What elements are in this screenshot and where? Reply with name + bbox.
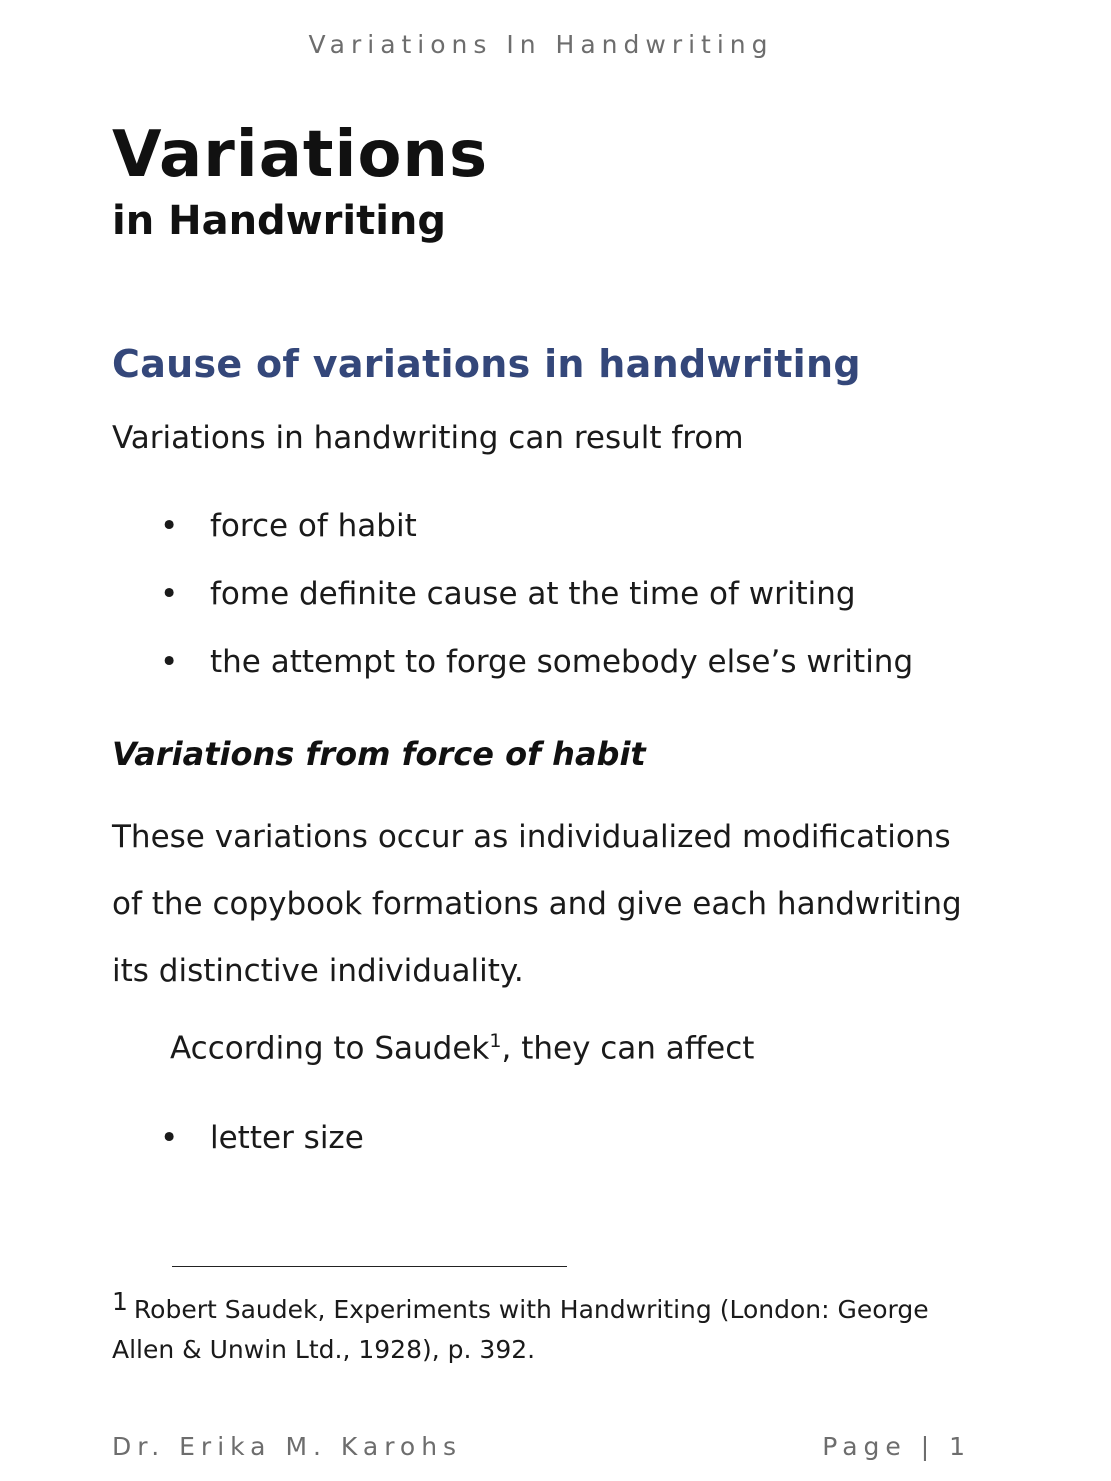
page-number: Page | 1: [822, 1432, 971, 1461]
bullet-icon: •: [160, 1120, 179, 1156]
footnote-reference[interactable]: 1: [489, 1030, 502, 1052]
running-header: Variations In Handwriting: [308, 30, 774, 59]
bullet-icon: •: [160, 576, 179, 612]
subsection-heading: Variations from force of habit: [112, 735, 646, 773]
according-line: [170, 1030, 754, 1066]
page-title: Variations: [112, 118, 489, 192]
according-suffix: , they can affect: [501, 1030, 755, 1067]
footnote-divider: [172, 1266, 567, 1267]
body-paragraph: These variations occur as individualized modifications of the copybook formations and give each handwriting its distinctive individuality.: [112, 819, 962, 989]
bullet-icon: •: [160, 644, 179, 680]
list-item-text: fome definite cause at the time of writing: [210, 576, 856, 612]
bullet-icon: •: [160, 508, 179, 544]
list-item-text: the attempt to forge somebody else’s writing: [210, 644, 914, 680]
footnote-marker: 1: [112, 1287, 128, 1316]
page-subtitle: in Handwriting: [112, 198, 447, 244]
list-item-text: letter size: [210, 1120, 364, 1156]
footnote: [112, 1287, 972, 1370]
footer-author: Dr. Erika M. Karohs: [112, 1432, 463, 1461]
footnote-text: Robert Saudek, Experiments with Handwriting (London: George Allen & Unwin Ltd., 1928), p. 392.: [112, 1295, 929, 1364]
section-heading: Cause of variations in handwriting: [112, 342, 861, 386]
intro-text: Variations in handwriting can result from: [112, 420, 744, 456]
according-prefix: According to Saudek: [170, 1030, 490, 1067]
list-item-text: force of habit: [210, 508, 417, 544]
